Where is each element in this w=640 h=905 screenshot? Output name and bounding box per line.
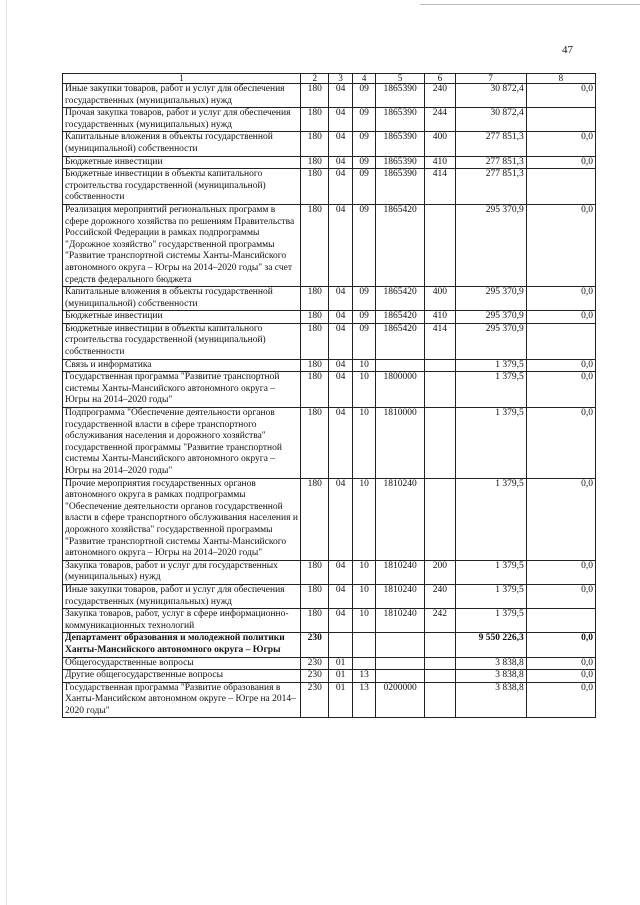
col-6-cell — [425, 478, 456, 560]
col-6-cell: 410 — [425, 311, 456, 324]
row-name: Бюджетные инвестиции — [63, 156, 301, 169]
row-name: Иные закупки товаров, работ и услуг для обеспечения государственных (муниципальных) нужд — [63, 584, 301, 608]
col-4-cell: 10 — [352, 478, 375, 560]
table-row — [63, 372, 596, 408]
row-name: Бюджетные инвестиции — [63, 311, 301, 324]
col-7-cell: 1 379,5 — [455, 359, 526, 372]
table-body — [63, 84, 596, 718]
col-4-cell: 09 — [352, 108, 375, 132]
col-5-cell: 1865420 — [376, 323, 425, 359]
col-2-cell: 180 — [301, 311, 329, 324]
col-8-cell: 0,0 — [526, 478, 595, 560]
table-row — [63, 670, 596, 683]
col-3-cell: 04 — [329, 132, 352, 156]
col-8-cell — [526, 609, 595, 633]
col-5-cell: 1865420 — [376, 287, 425, 311]
col-3-cell: 04 — [329, 311, 352, 324]
col-3-cell — [329, 633, 352, 657]
page-number: 47 — [562, 44, 573, 56]
col-7-cell: 1 379,5 — [455, 584, 526, 608]
col-8-cell: 0,0 — [526, 682, 595, 718]
col-8-cell: 0,0 — [526, 359, 595, 372]
col-5-cell: 1865390 — [376, 156, 425, 169]
col-7-cell: 3 838,8 — [455, 670, 526, 683]
col-8-cell: 0,0 — [526, 132, 595, 156]
col-8-cell: 0,0 — [526, 287, 595, 311]
table-row — [63, 609, 596, 633]
col-7-cell: 295 370,9 — [455, 311, 526, 324]
table-row — [63, 132, 596, 156]
row-name: Бюджетные инвестиции в объекты капитального строительства государственной (муниципальной) собственности — [63, 323, 301, 359]
col-header-1: 1 — [63, 74, 301, 84]
col-5-cell: 1865390 — [376, 84, 425, 108]
col-8-cell: 0,0 — [526, 408, 595, 479]
col-3-cell: 01 — [329, 670, 352, 683]
row-name: Закупка товаров, работ и услуг для государственных (муниципальных) нужд — [63, 560, 301, 584]
row-name: Капитальные вложения в объекты государственной (муниципальной) собственности — [63, 132, 301, 156]
col-6-cell — [425, 408, 456, 479]
col-2-cell: 180 — [301, 359, 329, 372]
col-2-cell: 180 — [301, 204, 329, 286]
col-8-cell: 0,0 — [526, 204, 595, 286]
col-6-cell: 242 — [425, 609, 456, 633]
row-name: Закупка товаров, работ, услуг в сфере информационно-коммуникационных технологий — [63, 609, 301, 633]
col-2-cell: 180 — [301, 372, 329, 408]
table-row — [63, 156, 596, 169]
col-6-cell — [425, 670, 456, 683]
table-row — [63, 108, 596, 132]
col-5-cell — [376, 359, 425, 372]
table-row — [63, 169, 596, 205]
col-5-cell: 1810240 — [376, 560, 425, 584]
col-8-cell: 0,0 — [526, 372, 595, 408]
col-5-cell — [376, 633, 425, 657]
col-header-4: 4 — [352, 74, 375, 84]
col-5-cell: 1800000 — [376, 372, 425, 408]
table-row — [63, 682, 596, 718]
col-2-cell: 180 — [301, 584, 329, 608]
row-name: Связь и информатика — [63, 359, 301, 372]
col-5-cell — [376, 670, 425, 683]
table-row — [63, 311, 596, 324]
col-4-cell: 10 — [352, 359, 375, 372]
col-header-6: 6 — [425, 74, 456, 84]
row-name: Подпрограмма "Обеспечение деятельности органов государственной власти в сфере транспортного обслуживания населения и дорожного хозяйства" государственной программы "Развитие транспортной системы Ханты-Мансийского автономного округа – Югры на 2014–2020 годы" — [63, 408, 301, 479]
col-6-cell — [425, 633, 456, 657]
col-4-cell: 09 — [352, 204, 375, 286]
col-3-cell: 04 — [329, 408, 352, 479]
col-8-cell: 0,0 — [526, 657, 595, 670]
col-4-cell: 10 — [352, 584, 375, 608]
col-4-cell — [352, 657, 375, 670]
col-6-cell: 414 — [425, 169, 456, 205]
col-8-cell: 0,0 — [526, 156, 595, 169]
col-4-cell: 09 — [352, 323, 375, 359]
col-7-cell: 295 370,9 — [455, 323, 526, 359]
row-name: Государственная программа "Развитие образования в Ханты-Мансийском автономном округе – Югре на 2014–2020 годы" — [63, 682, 301, 718]
col-8-cell: 0,0 — [526, 633, 595, 657]
col-5-cell: 1865420 — [376, 204, 425, 286]
col-7-cell: 3 838,8 — [455, 682, 526, 718]
col-8-cell — [526, 323, 595, 359]
col-2-cell: 180 — [301, 156, 329, 169]
table-row — [63, 584, 596, 608]
col-4-cell: 10 — [352, 609, 375, 633]
row-name: Реализация мероприятий региональных программ в сфере дорожного хозяйства по решениям Правительства Российской Федерации в рамках подпрограммы "Дорожное хозяйство" государственной программы "Развитие транспортной системы Ханты-Мансийского автономного округа – Югры на 2014–2020 годы" за счет средств федерального бюджета — [63, 204, 301, 286]
col-2-cell: 180 — [301, 132, 329, 156]
col-4-cell: 09 — [352, 169, 375, 205]
col-4-cell: 10 — [352, 408, 375, 479]
col-6-cell — [425, 682, 456, 718]
col-2-cell: 230 — [301, 657, 329, 670]
col-7-cell: 3 838,8 — [455, 657, 526, 670]
col-6-cell: 240 — [425, 584, 456, 608]
row-name: Прочая закупка товаров, работ и услуг для обеспечения государственных (муниципальных) нужд — [63, 108, 301, 132]
col-2-cell: 230 — [301, 670, 329, 683]
col-3-cell: 01 — [329, 682, 352, 718]
budget-table — [62, 73, 596, 718]
top-rule — [420, 4, 640, 5]
row-name: Капитальные вложения в объекты государственной (муниципальной) собственности — [63, 287, 301, 311]
col-8-cell: 0,0 — [526, 84, 595, 108]
col-3-cell: 04 — [329, 584, 352, 608]
col-4-cell: 13 — [352, 670, 375, 683]
col-7-cell: 1 379,5 — [455, 408, 526, 479]
col-3-cell: 04 — [329, 609, 352, 633]
col-6-cell — [425, 657, 456, 670]
col-8-cell — [526, 108, 595, 132]
col-3-cell: 04 — [329, 323, 352, 359]
col-2-cell: 230 — [301, 633, 329, 657]
col-6-cell — [425, 204, 456, 286]
col-5-cell: 1810240 — [376, 584, 425, 608]
col-4-cell: 09 — [352, 311, 375, 324]
col-5-cell — [376, 657, 425, 670]
col-3-cell: 04 — [329, 108, 352, 132]
col-5-cell: 1810240 — [376, 478, 425, 560]
col-4-cell: 09 — [352, 84, 375, 108]
col-6-cell: 200 — [425, 560, 456, 584]
col-7-cell: 1 379,5 — [455, 372, 526, 408]
table-row — [63, 84, 596, 108]
col-6-cell: 244 — [425, 108, 456, 132]
row-name: Прочие мероприятия государственных органов автономного округа в рамках подпрограммы "Обеспечение деятельности органов государственной власти в сфере транспортного обслуживания населения и дорожного хозяйства" государственной программы "Развитие транспортной системы Ханты-Мансийского автономного округа – Югры на 2014–2020 годы" — [63, 478, 301, 560]
col-2-cell: 180 — [301, 108, 329, 132]
col-3-cell: 04 — [329, 156, 352, 169]
col-6-cell: 400 — [425, 132, 456, 156]
col-6-cell: 414 — [425, 323, 456, 359]
col-6-cell — [425, 372, 456, 408]
col-4-cell: 10 — [352, 560, 375, 584]
col-8-cell: 0,0 — [526, 670, 595, 683]
row-name: Общегосударственные вопросы — [63, 657, 301, 670]
col-3-cell: 04 — [329, 204, 352, 286]
col-3-cell: 04 — [329, 287, 352, 311]
col-2-cell: 180 — [301, 169, 329, 205]
col-2-cell: 180 — [301, 609, 329, 633]
col-6-cell: 240 — [425, 84, 456, 108]
col-6-cell — [425, 359, 456, 372]
col-7-cell: 30 872,4 — [455, 108, 526, 132]
col-header-3: 3 — [329, 74, 352, 84]
col-7-cell: 277 851,3 — [455, 132, 526, 156]
col-3-cell: 04 — [329, 560, 352, 584]
col-2-cell: 180 — [301, 478, 329, 560]
col-2-cell: 180 — [301, 84, 329, 108]
row-name: Иные закупки товаров, работ и услуг для обеспечения государственных (муниципальных) нужд — [63, 84, 301, 108]
row-name: Департамент образования и молодежной политики Ханты-Мансийского автономного округа – Югры — [63, 633, 301, 657]
col-3-cell: 04 — [329, 84, 352, 108]
col-2-cell: 180 — [301, 560, 329, 584]
col-8-cell — [526, 169, 595, 205]
col-4-cell: 09 — [352, 156, 375, 169]
col-3-cell: 04 — [329, 478, 352, 560]
col-8-cell: 0,0 — [526, 560, 595, 584]
col-5-cell: 1865420 — [376, 311, 425, 324]
row-name: Другие общегосударственные вопросы — [63, 670, 301, 683]
col-7-cell: 1 379,5 — [455, 609, 526, 633]
table-row — [63, 560, 596, 584]
row-name: Бюджетные инвестиции в объекты капитального строительства государственной (муниципальной) собственности — [63, 169, 301, 205]
table-row — [63, 408, 596, 479]
table-row — [63, 657, 596, 670]
col-7-cell: 295 370,9 — [455, 287, 526, 311]
col-5-cell: 1865390 — [376, 169, 425, 205]
table-row — [63, 633, 596, 657]
header-row — [63, 74, 596, 84]
col-header-2: 2 — [301, 74, 329, 84]
col-2-cell: 180 — [301, 323, 329, 359]
col-header-7: 7 — [455, 74, 526, 84]
col-8-cell: 0,0 — [526, 311, 595, 324]
col-5-cell: 1865390 — [376, 108, 425, 132]
scan-edge — [6, 0, 7, 905]
col-2-cell: 230 — [301, 682, 329, 718]
table-row — [63, 359, 596, 372]
col-2-cell: 180 — [301, 408, 329, 479]
col-7-cell: 1 379,5 — [455, 560, 526, 584]
col-5-cell: 1810240 — [376, 609, 425, 633]
col-5-cell: 1810000 — [376, 408, 425, 479]
col-3-cell: 01 — [329, 657, 352, 670]
col-7-cell: 277 851,3 — [455, 169, 526, 205]
col-header-5: 5 — [376, 74, 425, 84]
table-row — [63, 323, 596, 359]
col-7-cell: 295 370,9 — [455, 204, 526, 286]
col-7-cell: 277 851,3 — [455, 156, 526, 169]
col-6-cell: 410 — [425, 156, 456, 169]
table-header — [63, 74, 596, 84]
table-row — [63, 478, 596, 560]
col-7-cell: 30 872,4 — [455, 84, 526, 108]
col-7-cell: 1 379,5 — [455, 478, 526, 560]
col-4-cell: 13 — [352, 682, 375, 718]
row-name: Государственная программа "Развитие транспортной системы Ханты-Мансийского автономного округа – Югры на 2014–2020 годы" — [63, 372, 301, 408]
col-header-8: 8 — [526, 74, 595, 84]
col-8-cell: 0,0 — [526, 584, 595, 608]
table-row — [63, 204, 596, 286]
col-3-cell: 04 — [329, 169, 352, 205]
col-4-cell: 10 — [352, 372, 375, 408]
col-2-cell: 180 — [301, 287, 329, 311]
col-5-cell: 1865390 — [376, 132, 425, 156]
col-4-cell: 09 — [352, 132, 375, 156]
table-row — [63, 287, 596, 311]
col-5-cell: 0200000 — [376, 682, 425, 718]
col-3-cell: 04 — [329, 372, 352, 408]
col-4-cell — [352, 633, 375, 657]
col-7-cell: 9 550 226,3 — [455, 633, 526, 657]
col-4-cell: 09 — [352, 287, 375, 311]
col-3-cell: 04 — [329, 359, 352, 372]
col-6-cell: 400 — [425, 287, 456, 311]
